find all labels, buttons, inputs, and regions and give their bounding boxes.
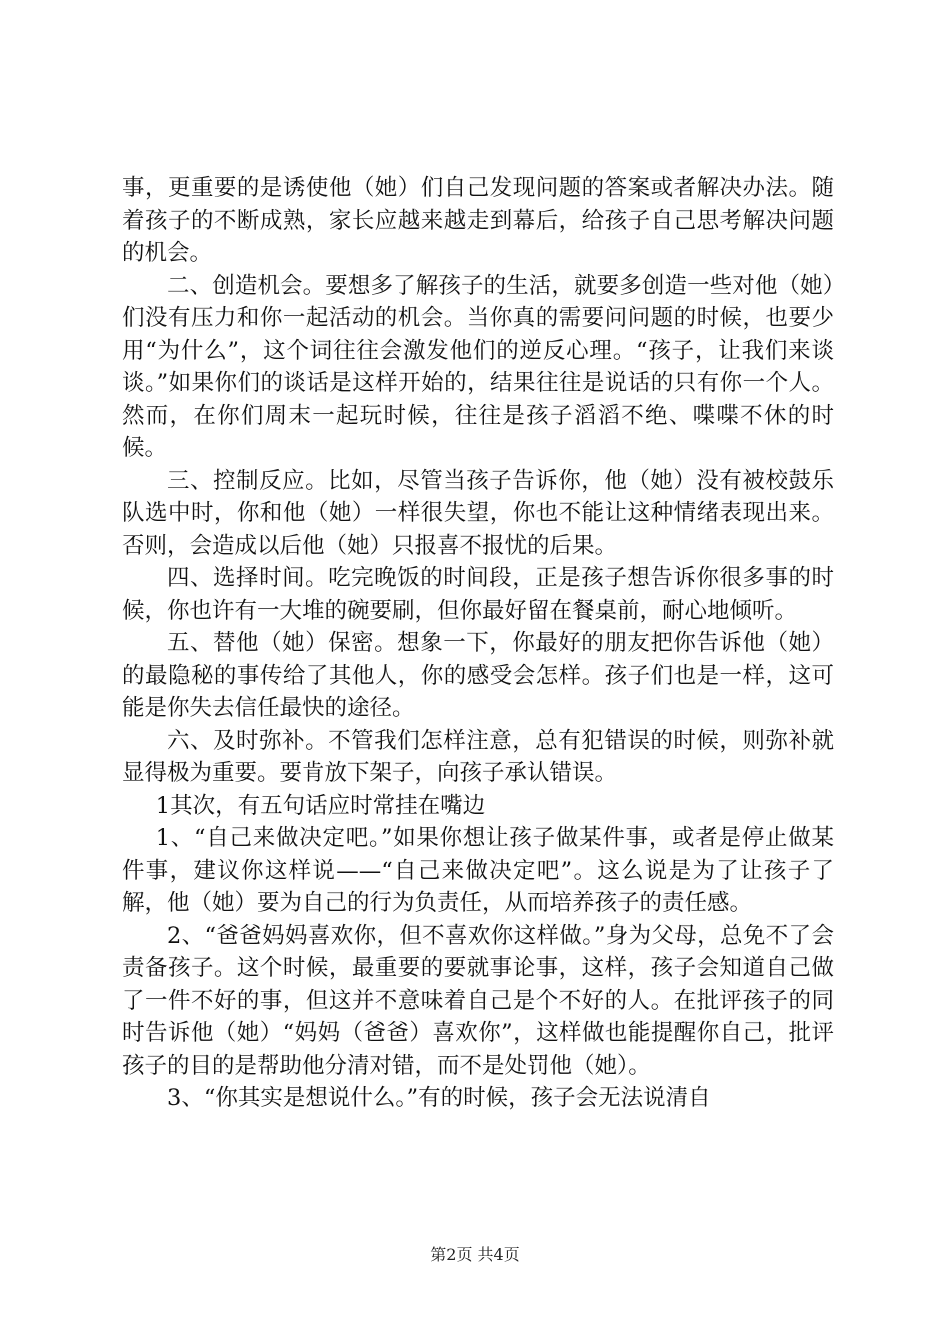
page-number: 第2页 共4页 [430,1245,520,1264]
paragraph: 二、创造机会。要想多了解孩子的生活，就要多创造一些对他（她）们没有压力和你一起活动的机会。当你真的需要问问题的时候，也要少用“为什么”，这个词往往会激发他们的逆反心理。“孩子，让我们来谈谈。”如果你们的谈话是这样开始的，结果往往是说话的只有你一个人。然而，在你们周末一起玩时候，往往是孩子滔滔不绝、喋喋不休的时候。 [122,272,834,461]
paragraph: 五、替他（她）保密。想象一下，你最好的朋友把你告诉他（她）的最隐秘的事传给了其他人，你的感受会怎样。孩子们也是一样，这可能是你失去信任最快的途径。 [122,630,834,721]
document-body [122,172,834,1115]
paragraph: 三、控制反应。比如，尽管当孩子告诉你，他（她）没有被校鼓乐队选中时，你和他（她）一样很失望，你也不能让这种情绪表现出来。否则，会造成以后他（她）只报喜不报忧的后果。 [122,467,834,559]
paragraph: 2、“爸爸妈妈喜欢你，但不喜欢你这样做。”身为父母，总免不了会责备孩子。这个时候，最重要的要就事论事，这样，孩子会知道自己做了一件不好的事，但这并不意味着自己是个不好的人。在批评孩子的同时告诉他（她）“妈妈（爸爸）喜欢你”，这样做也能提醒你自己，批评孩子的目的是帮助他分清对错，而不是处罚他（她）。 [122,922,834,1079]
paragraph: 事，更重要的是诱使他（她）们自己发现问题的答案或者解决办法。随着孩子的不断成熟，家长应越来越走到幕后，给孩子自己思考解决问题的机会。 [122,175,834,266]
paragraph: 3、“你其实是想说什么。”有的时候，孩子会无法说清自 [167,1085,711,1111]
section-heading: 1其次，有五句话应时常挂在嘴边 [155,792,486,819]
paragraph: 1、“自己来做决定吧。”如果你想让孩子做某件事，或者是停止做某件事，建议你这样说——“自己来做决定吧”。这么说是为了让孩子了解，他（她）要为自己的行为负责任，从而培养孩子的责任感。 [122,825,834,916]
page-footer [0,1245,950,1265]
paragraph: 四、选择时间。吃完晚饭的时间段，正是孩子想告诉你很多事的时候，你也许有一大堆的碗要刷，但你最好留在餐桌前，耐心地倾听。 [122,565,834,624]
paragraph: 六、及时弥补。不管我们怎样注意，总有犯错误的时候，则弥补就显得极为重要。要肯放下架子，向孩子承认错误。 [122,727,834,786]
